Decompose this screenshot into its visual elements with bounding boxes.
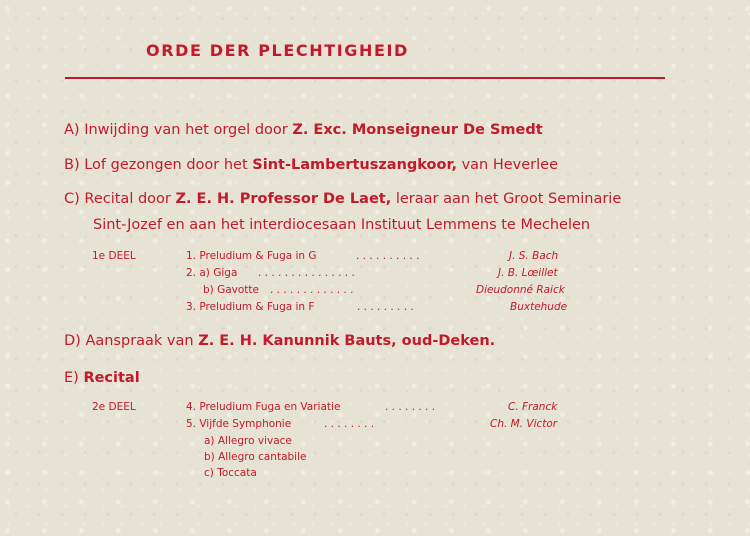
part1-dots: . . . . . . . . . .: [356, 250, 420, 262]
part1-composer: J. S. Bach: [509, 250, 559, 262]
page-title: ORDE DER PLECHTIGHEID: [146, 41, 409, 60]
item-a-bold: Z. Exc. Monseigneur De Smedt: [292, 122, 543, 138]
part1-item: 1. Preludium & Fuga in G: [186, 250, 317, 262]
item-b: [64, 157, 558, 173]
item-d-bold: Z. E. H. Kanunnik Bauts, oud-Deken.: [198, 333, 496, 349]
item-d-letter: D): [64, 333, 81, 349]
item-c-bold: Z. E. H. Professor De Laet,: [175, 191, 392, 207]
part1-dots: . . . . . . . . . . . . .: [270, 284, 354, 296]
part1-dots: . . . . . . . . . . . . . . .: [258, 267, 355, 279]
item-e-letter: E): [64, 370, 79, 386]
item-b-after: van Heverlee: [461, 157, 559, 173]
part2-composer: C. Franck: [508, 401, 558, 413]
item-e: [64, 370, 140, 386]
item-c: [64, 191, 621, 207]
item-a: [64, 122, 543, 138]
part1-dots: . . . . . . . . .: [357, 301, 414, 313]
movement: c) Toccata: [204, 467, 257, 479]
part1-composer: Dieudonné Raick: [476, 284, 565, 296]
part2-item: 4. Preludium Fuga en Variatie: [186, 401, 341, 413]
item-a-letter: A): [64, 122, 80, 138]
part1-composer: J. B. Lœillet: [498, 267, 558, 279]
part1-label: 1e DEEL: [92, 250, 136, 262]
item-c-text: Recital door: [84, 191, 171, 207]
item-d-text: Aanspraak van: [85, 333, 194, 349]
item-b-text: Lof gezongen door het: [84, 157, 248, 173]
movement: a) Allegro vivace: [204, 435, 292, 447]
item-c-line2: Sint-Jozef en aan het interdiocesaan Instituut Lemmens te Mechelen: [93, 217, 591, 233]
part2-dots: . . . . . . . .: [385, 401, 436, 413]
part2-label: 2e DEEL: [92, 401, 136, 413]
part2-dots: . . . . . . . .: [324, 418, 375, 430]
part1-item: 3. Preludium & Fuga in F: [186, 301, 315, 313]
item-b-bold: Sint-Lambertuszangkoor,: [252, 157, 457, 173]
item-c-after: leraar aan het Groot Seminarie: [395, 191, 622, 207]
item-c-letter: C): [64, 191, 80, 207]
part1-item: b) Gavotte: [203, 284, 260, 296]
part2-item: 5. Vijfde Symphonie: [186, 418, 292, 430]
title-divider: [65, 77, 665, 79]
item-d: [64, 333, 495, 349]
item-e-bold: Recital: [83, 370, 140, 386]
part1-item: 2. a) Giga: [186, 267, 238, 279]
part1-composer: Buxtehude: [510, 301, 568, 313]
item-b-letter: B): [64, 157, 80, 173]
movement: b) Allegro cantabile: [204, 451, 307, 463]
part2-composer: Ch. M. Victor: [490, 418, 558, 430]
item-a-text: Inwijding van het orgel door: [84, 122, 288, 138]
